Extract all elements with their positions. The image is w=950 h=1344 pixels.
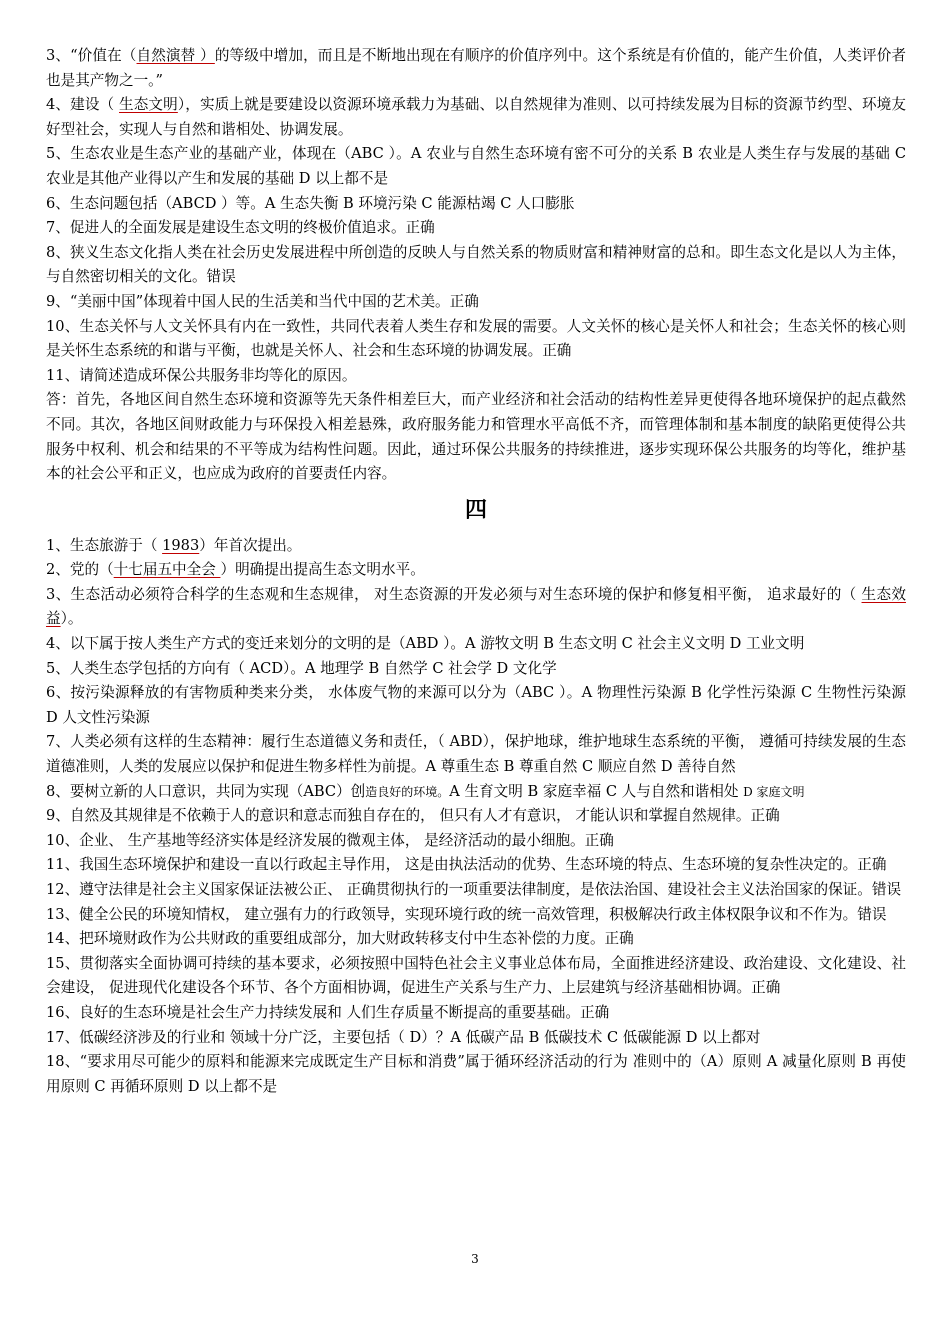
answer-underlined: 自然演替 ） bbox=[136, 47, 215, 64]
question-12: 12、遵守法律是社会主义国家保证法被公正、 正确贯彻执行的一项重要法律制度，是依法治国、建设社会主义法治国家的保证。错误 bbox=[46, 881, 902, 898]
question-15: 15、贯彻落实全面协调可持续的基本要求，必须按照中国特色社会主义事业总体布局，全面推进经济建设、政治建设、文化建设、社会建设， 促进现代化建设各个环节、各个方面相协调，促进生产关系与生产力、上层建筑与经济基础相协调。正确 bbox=[46, 954, 906, 997]
question-text: 2、党的（ bbox=[46, 561, 114, 579]
question-17: 17、低碳经济涉及的行业和 领域十分广泛，主要包括（ D）？A 低碳产品 B 低碳技术 C 低碳能源 D 以上都对 bbox=[46, 1028, 761, 1046]
question-13: 13、健全公民的环境知情权， 建立强有力的行政领导，实现环境行政的统一高效管理，积极解决行政主体权限争议和不作为。错误 bbox=[46, 905, 887, 923]
answer-underlined: 生态效益 bbox=[46, 585, 906, 628]
question-8: 8、狭义生态文化指人类在社会历史发展进程中所创造的反映人与自然关系的物质财富和精神财富的总和。即生态文化是以人为主体，与自然密切相关的文化。错误 bbox=[46, 243, 906, 286]
question-text: 的等级中增加，而且是不断地出现在有顺序的价值序列中。这个系统是有价值的，能产生价值，人类评价者也是其产物之一。” bbox=[46, 47, 907, 89]
document-page bbox=[46, 44, 906, 1099]
answer-underlined: 十七届五中全会 bbox=[113, 561, 221, 579]
question-9: 9、自然及其规律是不依赖于人的意识和意志而独自存在的， 但只有人才有意识， 才能认识和掌握自然规律。正确 bbox=[46, 807, 780, 825]
question-11: 11、请简述造成环保公共服务非均等化的原因。 bbox=[46, 366, 357, 384]
question-7: 7、促进人的全面发展是建设生态文明的终极价值追求。正确 bbox=[46, 219, 435, 237]
question-text: A 生育文明 B 家庭幸福 C 人与自然和谐相处 bbox=[449, 782, 744, 800]
question-5: 5、生态农业是生态产业的基础产业，体现在（ABC ）。A 农业与自然生态环境有密不可分的关系 B 农业是人类生存与发展的基础 C 农业是其他产业得以产生和发展的基础 D 以上都不是 bbox=[46, 145, 906, 187]
question-4 bbox=[46, 93, 906, 142]
question-text: 3、生态活动必须符合科学的生态观和生态规律， 对生态资源的开发必须与对生态环境的保护和修复相平衡， 追求最好的（ bbox=[46, 585, 862, 603]
question-8 bbox=[46, 780, 906, 805]
question-text: 1、生态旅游于（ bbox=[46, 536, 163, 554]
question-text: ），实质上就是要建设以资源环境承载力为基础、以自然规律为准则、以可持续发展为目标的资源节约型、环境友好型社会，实现人与自然和谐相处、协调发展。 bbox=[46, 96, 906, 138]
answer-underlined: 生态文明 bbox=[119, 96, 178, 114]
question-2 bbox=[46, 558, 906, 583]
question-3 bbox=[46, 583, 906, 632]
question-text: 8、要树立新的人口意识，共同为实现（ABC）创 bbox=[46, 782, 366, 800]
question-10: 10、生态关怀与人文关怀具有内在一致性，共同代表着人类生存和发展的需要。人文关怀的核心是关怀人和社会；生态关怀的核心则是关怀生态系统的和谐与平衡，也就是关怀人、社会和生态环境的协调发展。正确 bbox=[46, 317, 906, 360]
section-heading: 四 bbox=[464, 496, 487, 523]
question-16: 16、良好的生态环境是社会生产力持续发展和 人们生存质量不断提高的重要基础。正确 bbox=[46, 1003, 610, 1021]
question-1 bbox=[46, 534, 906, 559]
question-text-small: 造良好的环境。 bbox=[365, 784, 450, 799]
question-3 bbox=[46, 44, 906, 93]
question-14: 14、把环境财政作为公共财政的重要组成部分，加大财政转移支付中生态补偿的力度。正确 bbox=[46, 930, 634, 948]
question-6: 6、生态问题包括（ABCD ）等。A 生态失衡 B 环境污染 C 能源枯竭 C 人口膨胀 bbox=[46, 194, 575, 212]
question-7: 7、人类必须有这样的生态精神：履行生态道德义务和责任，（ ABD），保护地球，维护地球生态系统的平衡， 遵循可持续发展的生态道德准则，人类的发展应以保护和促进生物多样性为前提。A 尊重生态 B 尊重自然 C 顺应自然 D 善待自然 bbox=[46, 733, 906, 776]
question-4: 4、以下属于按人类生产方式的变迁来划分的文明的是（ABD ）。A 游牧文明 B 生态文明 C 社会主义文明 D 工业文明 bbox=[46, 635, 805, 653]
answer-underlined: 1983 bbox=[162, 536, 200, 554]
question-5: 5、人类生态学包括的方向有（ ACD）。A 地理学 B 自然学 C 社会学 D 文化学 bbox=[46, 659, 557, 677]
answer-paragraph: 答：首先，各地区间自然生态环境和资源等先天条件相差巨大，而产业经济和社会活动的结构性差异更使得各地环境保护的起点截然不同。其次，各地区间财政能力与环保投入相差悬殊，政府服务能力和管理水平高低不齐，而管理体制和基本制度的缺陷更使得公共服务中权利、机会和结果的不平等成为结构性问题。因此，通过环保公共服务的持续推进，逐步实现环保公共服务的均等化，维护基本的社会公平和正义，也应成为政府的首要责任内容。 bbox=[46, 391, 906, 483]
question-text: ）。 bbox=[60, 610, 83, 628]
question-text: ）明确提出提高生态文明水平。 bbox=[220, 561, 425, 579]
question-6: 6、按污染源释放的有害物质种类来分类， 水体废气物的来源可以分为（ABC ）。A 物理性污染源 B 化学性污染源 C 生物性污染源 D 人文性污染源 bbox=[46, 684, 906, 726]
page-number: 3 bbox=[471, 1252, 479, 1266]
question-9: 9、“美丽中国”体现着中国人民的生活美和当代中国的艺术美。正确 bbox=[46, 292, 479, 310]
question-text-small: D 家庭文明 bbox=[743, 784, 805, 799]
question-18: 18、“要求用尽可能少的原料和能源来完成既定生产目标和消费”属于循环经济活动的行为 准则中的（A）原则 A 减量化原则 B 再使用原则 C 再循环原则 D 以上都不是 bbox=[46, 1053, 906, 1095]
question-10: 10、企业、 生产基地等经济实体是经济发展的微观主体， 是经济活动的最小细胞。正确 bbox=[46, 831, 614, 849]
question-11: 11、我国生态环境保护和建设一直以行政起主导作用， 这是由执法活动的优势、生态环境的特点、生态环境的复杂性决定的。正确 bbox=[46, 856, 887, 874]
question-text: 3、“价值在（ bbox=[46, 47, 137, 64]
question-text: ）年首次提出。 bbox=[199, 536, 302, 554]
question-text: 4、建设（ bbox=[46, 96, 119, 114]
